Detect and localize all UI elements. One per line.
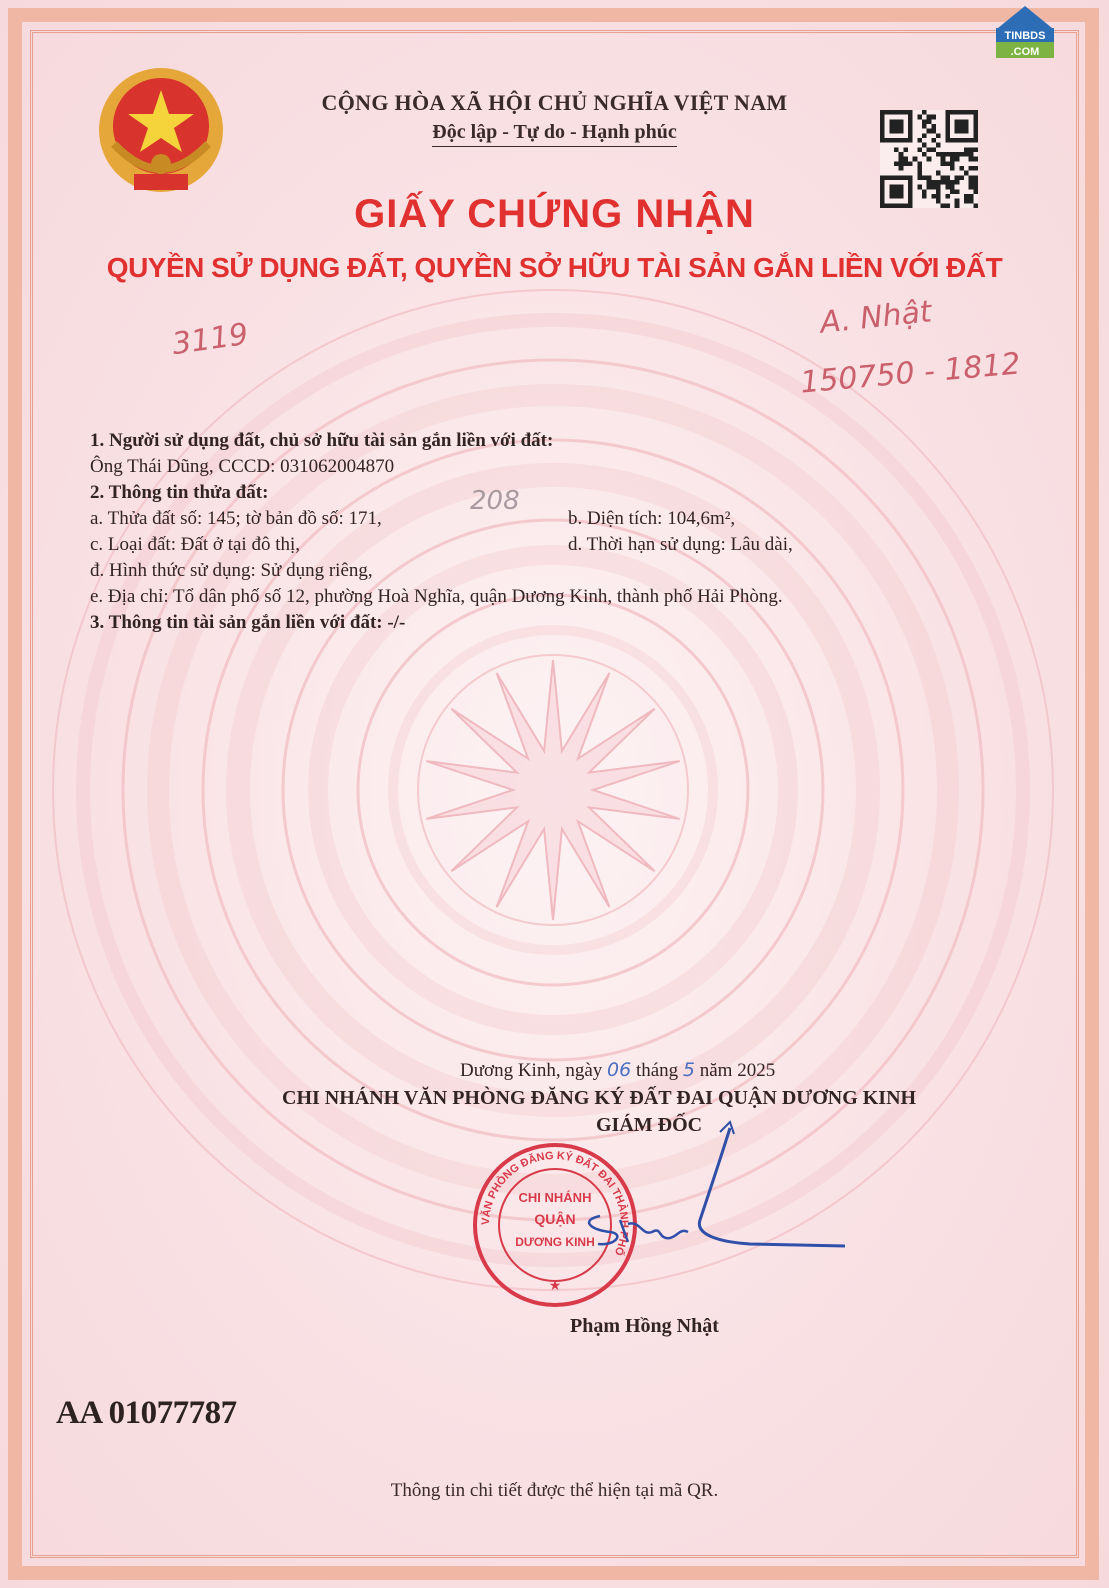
serial-number: AA 01077787 [56,1395,237,1431]
land-type: c. Loại đất: Đất ở tại đô thị, [90,534,301,555]
certificate-subtitle: QUYỀN SỬ DỤNG ĐẤT, QUYỀN SỞ HỮU TÀI SẢN GẮN LIỀN VỚI ĐẤT [106,252,1003,283]
section3-value: -/- [387,612,406,633]
date-prefix: Dương Kinh, ngày [460,1060,603,1081]
handwritten-name-right: A. Nhật [818,294,934,341]
handwritten-number-left: 3119 [169,316,251,363]
section2-heading: 2. Thông tin thửa đất: [90,482,269,503]
svg-text:DƯƠNG KINH: DƯƠNG KINH [515,1235,595,1249]
section3 [90,610,405,635]
date-year: năm 2025 [699,1060,776,1081]
handwritten-plot-note: 208 [470,486,520,516]
owner-line: Ông Thái Dũng, CCCD: 031062004870 [90,456,395,477]
signer-name: Phạm Hồng Nhật [570,1315,719,1337]
svg-text:VĂN PHÒNG ĐĂNG KÝ ĐẤT ĐAI THÀN: VĂN PHÒNG ĐĂNG KÝ ĐẤT ĐAI THÀNH PHỐ [479,1149,631,1258]
signature-icon [570,1120,860,1270]
tinbds-logo-icon [990,4,1060,62]
svg-text:QUẬN: QUẬN [534,1211,576,1227]
usage-term: d. Thời hạn sử dụng: Lâu dài, [568,534,793,555]
area: b. Diện tích: 104,6m², [568,508,736,529]
svg-text:TINBDS: TINBDS [1004,30,1046,42]
svg-text:.COM: .COM [1010,46,1040,58]
section1-heading: 1. Người sử dụng đất, chủ sở hữu tài sản gắn liền với đất: [90,430,554,451]
section3-heading: 3. Thông tin tài sản gắn liền với đất: [90,612,383,633]
motto: Độc lập - Tự do - Hạnh phúc [0,121,1109,144]
date-month: 5 [682,1059,695,1081]
usage-form: đ. Hình thức sử dụng: Sử dụng riêng, [90,560,373,581]
address: e. Địa chỉ: Tổ dân phố số 12, phường Hoà Nghĩa, quận Dương Kinh, thành phố Hải Phòng. [90,586,783,607]
date-month-label: tháng [635,1060,679,1081]
svg-text:★: ★ [548,1279,562,1294]
signing-date [460,1058,775,1083]
issuing-office: CHI NHÁNH VĂN PHÒNG ĐĂNG KÝ ĐẤT ĐAI QUẬN DƯƠNG KINH [282,1087,917,1109]
date-day: 06 [607,1059,632,1081]
footer-note: Thông tin chi tiết được thể hiện tại mã QR. [390,1480,719,1501]
certificate-title: GIẤY CHỨNG NHẬN [354,192,755,236]
plot-number: a. Thửa đất số: 145; tờ bản đồ số: 171, [90,508,382,529]
handwritten-number-right: 150750 - 1812 [798,346,1022,401]
nation-heading: CỘNG HÒA XÃ HỘI CHỦ NGHĨA VIỆT NAM [321,90,788,115]
signer-position: GIÁM ĐỐC [596,1114,703,1136]
svg-text:CHI NHÁNH: CHI NHÁNH [518,1190,592,1205]
